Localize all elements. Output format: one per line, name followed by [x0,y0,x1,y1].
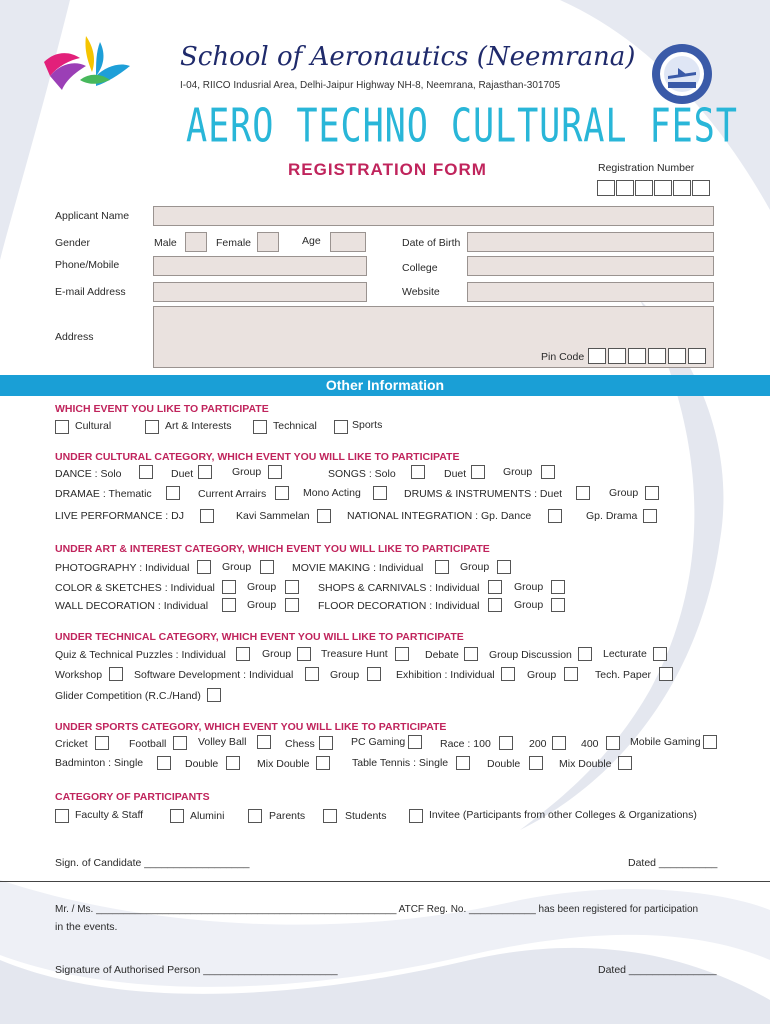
tt-double-checkbox[interactable] [529,756,543,770]
candidate-dated-line[interactable]: Dated __________ [628,857,718,869]
group-discussion-checkbox[interactable] [578,647,592,661]
phone-label: Phone/Mobile [55,259,120,271]
female-checkbox[interactable] [257,232,279,252]
mono-acting-label: Mono Acting [303,487,361,499]
pincode-box-6[interactable] [688,348,706,364]
wall-group-label: Group [247,599,277,611]
photography-individual-label: PHOTOGRAPHY : Individual [55,562,190,574]
floor-individual-checkbox[interactable] [488,598,502,612]
badminton-mix-double-checkbox[interactable] [316,756,330,770]
gp-drama-label: Gp. Drama [586,510,638,522]
hands-logo-icon [40,32,132,94]
students-label: Students [345,810,387,822]
color-group-checkbox[interactable] [285,580,299,594]
race-400-label: 400 [581,738,599,750]
badminton-double-label: Double [185,758,219,770]
kavi-sammelan-checkbox[interactable] [317,509,331,523]
race-100-checkbox[interactable] [499,736,513,750]
age-label: Age [302,235,321,247]
badminton-mix-double-label: Mix Double [257,758,310,770]
dance-solo-label: DANCE : Solo [55,468,122,480]
registration-confirmation-line[interactable]: Mr. / Ms. ______________________________________________________ ATCF Reg. No. ____________ has been registered for participation [55,904,699,915]
age-field[interactable] [330,232,366,252]
pincode-box-4[interactable] [648,348,666,364]
other-information-title: Other Information [325,377,445,393]
authorised-signature-line[interactable]: Signature of Authorised Person _______________________ [55,964,338,976]
wall-individual-checkbox[interactable] [222,598,236,612]
color-individual-label: COLOR & SKETCHES : Individual [55,582,215,594]
shops-individual-label: SHOPS & CARNIVALS : Individual [318,582,480,594]
chess-label: Chess [285,738,315,750]
workshop-checkbox[interactable] [109,667,123,681]
technical-checkbox[interactable] [253,420,267,434]
pc-gaming-label: PC Gaming [351,736,406,748]
gender-label: Gender [55,237,91,249]
art-interests-label: Art & Interests [165,420,232,432]
badminton-single-label: Badminton : Single [55,757,144,769]
mobile-gaming-checkbox[interactable] [703,735,717,749]
registration-number-label: Registration Number [598,162,695,174]
applicant-name-label: Applicant Name [55,210,130,222]
pincode-box-3[interactable] [628,348,646,364]
tt-mix-double-label: Mix Double [559,758,612,770]
color-individual-checkbox[interactable] [222,580,236,594]
floor-group-checkbox[interactable] [551,598,565,612]
email-label: E-mail Address [55,286,126,298]
volleyball-label: Volley Ball [198,736,247,748]
exhibition-individual-checkbox[interactable] [501,667,515,681]
floor-group-label: Group [514,599,544,611]
tt-mix-double-checkbox[interactable] [618,756,632,770]
school-name: School of Aeronautics (Neemrana) [180,42,636,72]
songs-solo-label: SONGS : Solo [328,468,396,480]
dramae-thematic-label: DRAMAE : Thematic [55,488,152,500]
faculty-checkbox[interactable] [55,809,69,823]
applicant-name-field[interactable] [153,206,714,226]
pincode-box-5[interactable] [668,348,686,364]
treasure-hunt-checkbox[interactable] [395,647,409,661]
dance-duet-checkbox[interactable] [198,465,212,479]
quiz-individual-label: Quiz & Technical Puzzles : Individual [55,649,226,661]
race-400-checkbox[interactable] [606,736,620,750]
college-label: College [402,262,438,274]
pincode-label: Pin Code [541,351,585,363]
website-label: Website [402,286,440,298]
wall-group-checkbox[interactable] [285,598,299,612]
male-checkbox[interactable] [185,232,207,252]
reg-number-box-6[interactable] [692,180,710,196]
invitee-checkbox[interactable] [409,809,423,823]
color-group-label: Group [247,581,277,593]
chess-checkbox[interactable] [319,736,333,750]
lecturate-checkbox[interactable] [653,647,667,661]
faculty-label: Faculty & Staff [75,809,144,821]
quiz-group-checkbox[interactable] [297,647,311,661]
live-dj-label: LIVE PERFORMANCE : DJ [55,510,184,522]
dance-duet-label: Duet [171,468,194,480]
songs-duet-label: Duet [444,468,467,480]
workshop-label: Workshop [55,669,103,681]
exhibition-group-label: Group [527,669,557,681]
sports-heading: UNDER SPORTS CATEGORY, WHICH EVENT YOU WILL LIKE TO PARTICIPATE [55,721,447,733]
live-dj-checkbox[interactable] [200,509,214,523]
school-address: I-04, RIICO Indusrial Area, Delhi-Jaipur Highway NH-8, Neemrana, Rajasthan-301705 [180,80,561,91]
website-field[interactable] [467,282,714,302]
exhibition-group-checkbox[interactable] [564,667,578,681]
mobile-gaming-label: Mobile Gaming [630,736,701,748]
current-affairs-checkbox[interactable] [275,486,289,500]
tt-single-label: Table Tennis : Single [352,757,449,769]
drums-group-label: Group [609,487,639,499]
shops-group-checkbox[interactable] [551,580,565,594]
college-field[interactable] [467,256,714,276]
quiz-group-label: Group [262,648,292,660]
cultural-label: Cultural [75,420,112,432]
pincode-box-2[interactable] [608,348,626,364]
drums-group-checkbox[interactable] [645,486,659,500]
software-group-checkbox[interactable] [367,667,381,681]
sports-checkbox[interactable] [334,420,348,434]
alumini-checkbox[interactable] [170,809,184,823]
badminton-single-checkbox[interactable] [157,756,171,770]
photography-group-checkbox[interactable] [260,560,274,574]
technical-label: Technical [273,420,317,432]
cricket-label: Cricket [55,738,88,750]
mono-acting-checkbox[interactable] [373,486,387,500]
tt-single-checkbox[interactable] [456,756,470,770]
students-checkbox[interactable] [323,809,337,823]
female-label: Female [216,237,252,249]
parents-checkbox[interactable] [248,809,262,823]
candidate-signature-line[interactable]: Sign. of Candidate __________________ [55,857,250,869]
pincode-box-1[interactable] [588,348,606,364]
tech-paper-checkbox[interactable] [659,667,673,681]
race-100-label: Race : 100 [440,738,491,750]
movie-group-checkbox[interactable] [497,560,511,574]
dance-group-label: Group [232,466,262,478]
debate-checkbox[interactable] [464,647,478,661]
address-label: Address [55,331,94,343]
movie-group-label: Group [460,561,490,573]
race-200-checkbox[interactable] [552,736,566,750]
authorised-dated-line[interactable]: Dated _______________ [598,964,717,976]
art-interests-checkbox[interactable] [145,420,159,434]
songs-solo-checkbox[interactable] [411,465,425,479]
football-checkbox[interactable] [173,736,187,750]
songs-group-label: Group [503,466,533,478]
seal-icon [650,42,714,106]
form-title: REGISTRATION FORM [288,160,487,179]
divider [0,881,770,882]
movie-individual-label: MOVIE MAKING : Individual [292,562,424,574]
alumini-label: Alumini [190,810,225,822]
invitee-label: Invitee (Participants from other Colleges & Organizations) [429,809,697,821]
quiz-individual-checkbox[interactable] [236,647,250,661]
songs-duet-checkbox[interactable] [471,465,485,479]
exhibition-individual-label: Exhibition : Individual [396,669,495,681]
dob-field[interactable] [467,232,714,252]
cultural-checkbox[interactable] [55,420,69,434]
current-affairs-label: Current Arrairs [198,488,267,500]
sports-label: Sports [352,419,383,431]
parents-label: Parents [269,810,306,822]
shops-individual-checkbox[interactable] [488,580,502,594]
pc-gaming-checkbox[interactable] [408,735,422,749]
tech-paper-label: Tech. Paper [595,669,652,681]
dance-group-checkbox[interactable] [268,465,282,479]
wall-individual-label: WALL DECORATION : Individual [55,600,209,612]
art-heading: UNDER ART & INTEREST CATEGORY, WHICH EVENT YOU WILL LIKE TO PARTICIPATE [55,543,490,555]
treasure-hunt-label: Treasure Hunt [321,648,388,660]
cultural-heading: UNDER CULTURAL CATEGORY, WHICH EVENT YOU WILL LIKE TO PARTICIPATE [55,451,460,463]
movie-individual-checkbox[interactable] [435,560,449,574]
in-the-events-text: in the events. [55,921,118,933]
dramae-thematic-checkbox[interactable] [166,486,180,500]
software-individual-label: Software Development : Individual [134,669,294,681]
glider-checkbox[interactable] [207,688,221,702]
photography-group-label: Group [222,561,252,573]
debate-label: Debate [425,649,459,661]
reg-number-box-5[interactable] [673,180,691,196]
photography-individual-checkbox[interactable] [197,560,211,574]
drums-duet-label: DRUMS & INSTRUMENTS : Duet [404,488,563,500]
reg-number-box-1[interactable] [597,180,615,196]
kavi-sammelan-label: Kavi Sammelan [236,510,310,522]
drums-duet-checkbox[interactable] [576,486,590,500]
email-field[interactable] [153,282,367,302]
gp-drama-checkbox[interactable] [643,509,657,523]
volleyball-checkbox[interactable] [257,735,271,749]
cricket-checkbox[interactable] [95,736,109,750]
national-gp-dance-checkbox[interactable] [548,509,562,523]
software-individual-checkbox[interactable] [305,667,319,681]
fest-title: AERO TECHNO CULTURAL FEST [186,100,738,153]
badminton-double-checkbox[interactable] [226,756,240,770]
tt-double-label: Double [487,758,521,770]
floor-individual-label: FLOOR DECORATION : Individual [318,600,480,612]
football-label: Football [129,738,167,750]
phone-field[interactable] [153,256,367,276]
software-group-label: Group [330,669,360,681]
dob-label: Date of Birth [402,237,461,249]
reg-number-box-3[interactable] [635,180,653,196]
glider-label: Glider Competition (R.C./Hand) [55,690,201,702]
lecturate-label: Lecturate [603,648,647,660]
technical-heading: UNDER TECHNICAL CATEGORY, WHICH EVENT YOU WILL LIKE TO PARTICIPATE [55,631,464,643]
events-heading: WHICH EVENT YOU LIKE TO PARTICIPATE [55,403,269,415]
national-gp-dance-label: NATIONAL INTEGRATION : Gp. Dance [347,510,532,522]
race-200-label: 200 [529,738,547,750]
dance-solo-checkbox[interactable] [139,465,153,479]
songs-group-checkbox[interactable] [541,465,555,479]
shops-group-label: Group [514,581,544,593]
reg-number-box-4[interactable] [654,180,672,196]
male-label: Male [154,237,177,249]
group-discussion-label: Group Discussion [489,649,572,661]
participants-heading: CATEGORY OF PARTICIPANTS [55,791,210,803]
reg-number-box-2[interactable] [616,180,634,196]
